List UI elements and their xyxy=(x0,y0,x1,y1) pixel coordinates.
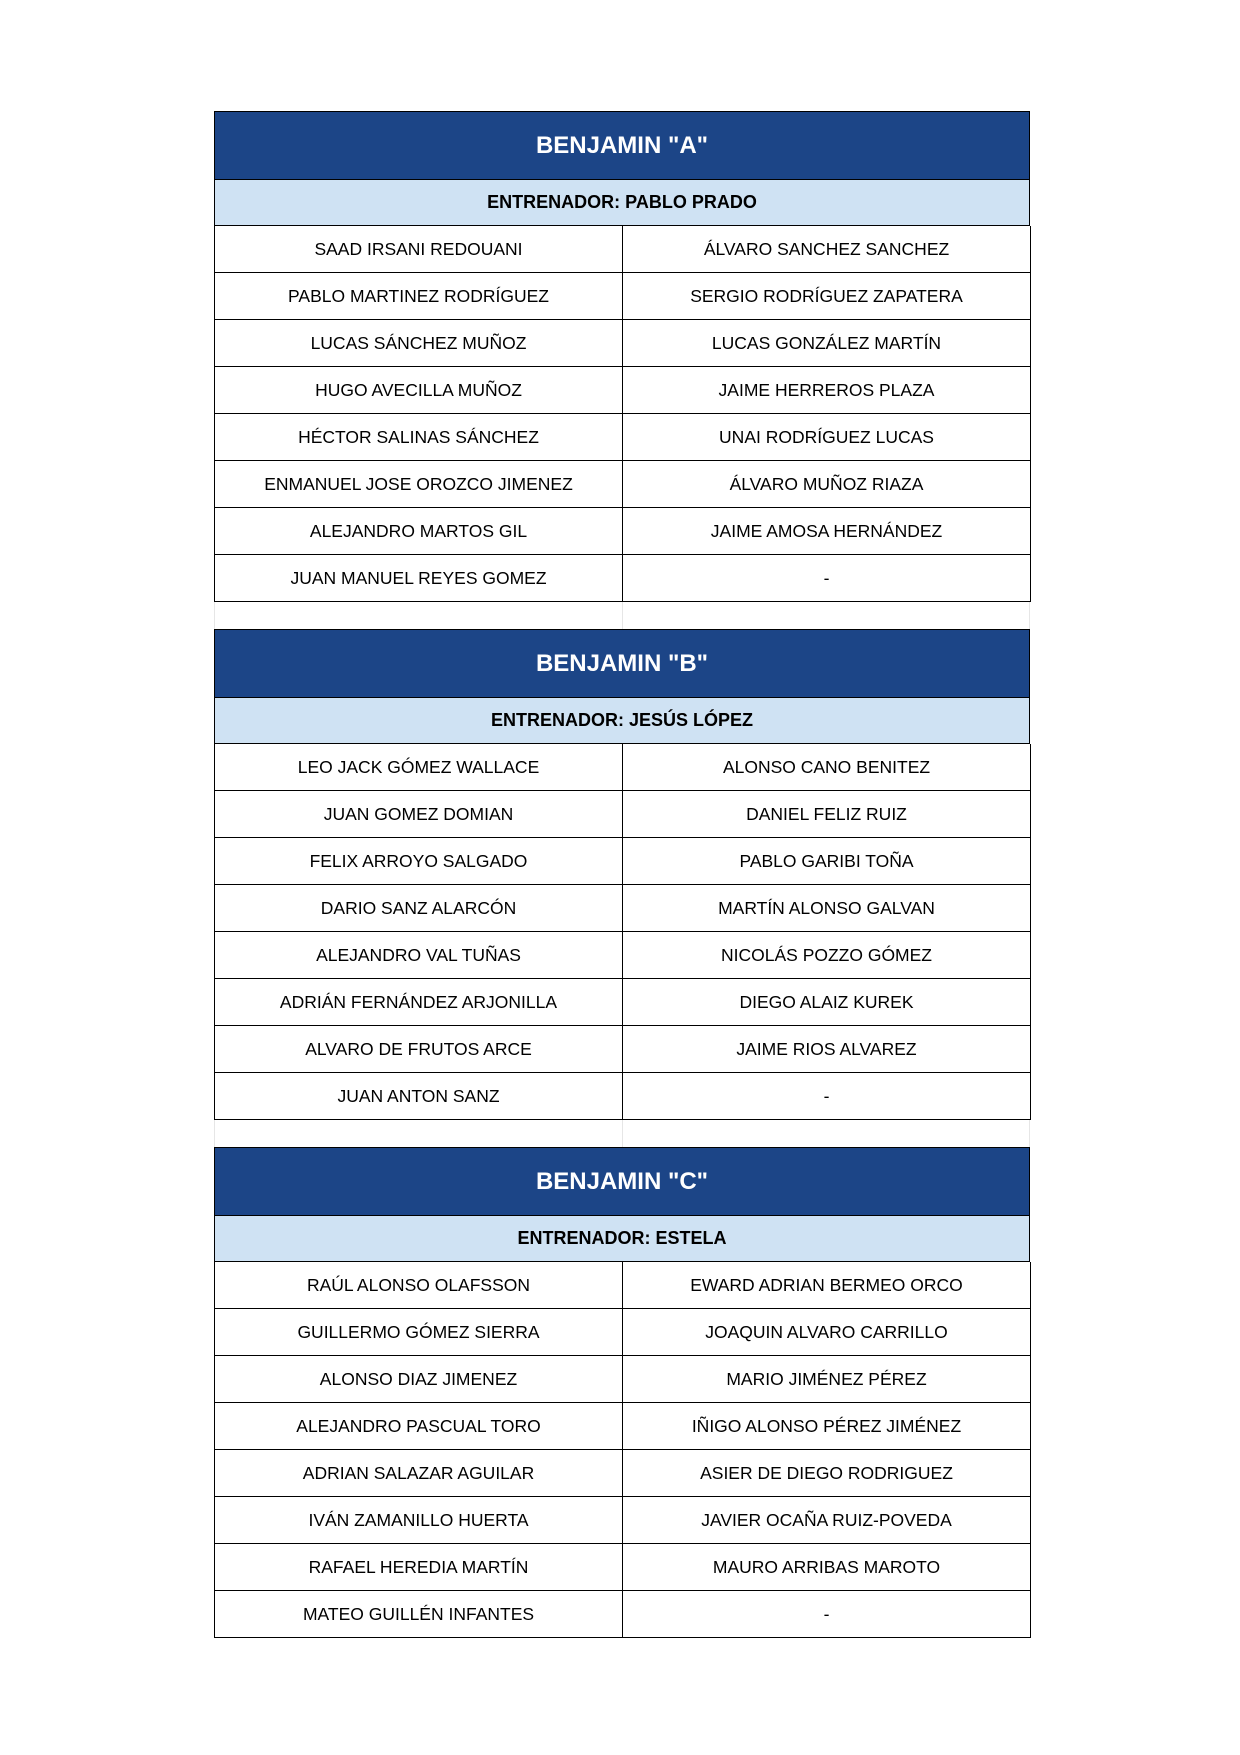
player-cell: ALVARO DE FRUTOS ARCE xyxy=(215,1026,623,1073)
player-cell: ALEJANDRO VAL TUÑAS xyxy=(215,932,623,979)
team-table-b xyxy=(214,629,1030,1120)
team-table-a xyxy=(214,111,1030,602)
player-cell: HUGO AVECILLA MUÑOZ xyxy=(215,367,623,414)
empty-cell: - xyxy=(623,1591,1031,1638)
table-spacer xyxy=(214,1120,1030,1147)
player-cell: DARIO SANZ ALARCÓN xyxy=(215,885,623,932)
player-cell: ASIER DE DIEGO RODRIGUEZ xyxy=(623,1450,1031,1497)
coach-label: ENTRENADOR: PABLO PRADO xyxy=(214,179,1030,226)
player-cell: SERGIO RODRÍGUEZ ZAPATERA xyxy=(623,273,1031,320)
player-cell: GUILLERMO GÓMEZ SIERRA xyxy=(215,1309,623,1356)
empty-cell: - xyxy=(623,555,1031,602)
player-cell: HÉCTOR SALINAS SÁNCHEZ xyxy=(215,414,623,461)
player-cell: MAURO ARRIBAS MAROTO xyxy=(623,1544,1031,1591)
empty-cell: - xyxy=(623,1073,1031,1120)
player-cell: SAAD IRSANI REDOUANI xyxy=(215,226,623,273)
player-cell: ADRIÁN FERNÁNDEZ ARJONILLA xyxy=(215,979,623,1026)
player-cell: RAFAEL HEREDIA MARTÍN xyxy=(215,1544,623,1591)
player-cell: JUAN MANUEL REYES GOMEZ xyxy=(215,555,623,602)
table-spacer xyxy=(214,602,1030,629)
player-cell: ALONSO CANO BENITEZ xyxy=(623,744,1031,791)
player-cell: LEO JACK GÓMEZ WALLACE xyxy=(215,744,623,791)
player-cell: IVÁN ZAMANILLO HUERTA xyxy=(215,1497,623,1544)
player-cell: JAIME RIOS ALVAREZ xyxy=(623,1026,1031,1073)
player-cell: ALEJANDRO MARTOS GIL xyxy=(215,508,623,555)
player-cell: MARTÍN ALONSO GALVAN xyxy=(623,885,1031,932)
player-cell: LUCAS GONZÁLEZ MARTÍN xyxy=(623,320,1031,367)
player-cell: DANIEL FELIZ RUIZ xyxy=(623,791,1031,838)
roster-sheet xyxy=(214,111,1030,1638)
player-cell: JOAQUIN ALVARO CARRILLO xyxy=(623,1309,1031,1356)
coach-label: ENTRENADOR: ESTELA xyxy=(214,1215,1030,1262)
player-cell: NICOLÁS POZZO GÓMEZ xyxy=(623,932,1031,979)
player-cell: PABLO MARTINEZ RODRÍGUEZ xyxy=(215,273,623,320)
player-grid xyxy=(214,226,1030,602)
player-cell: JAVIER OCAÑA RUIZ-POVEDA xyxy=(623,1497,1031,1544)
player-cell: JAIME HERREROS PLAZA xyxy=(623,367,1031,414)
player-cell: JUAN GOMEZ DOMIAN xyxy=(215,791,623,838)
team-title: BENJAMIN "C" xyxy=(214,1147,1030,1215)
coach-label: ENTRENADOR: JESÚS LÓPEZ xyxy=(214,697,1030,744)
team-title: BENJAMIN "B" xyxy=(214,629,1030,697)
player-cell: LUCAS SÁNCHEZ MUÑOZ xyxy=(215,320,623,367)
player-cell: RAÚL ALONSO OLAFSSON xyxy=(215,1262,623,1309)
player-cell: ALEJANDRO PASCUAL TORO xyxy=(215,1403,623,1450)
player-cell: JUAN ANTON SANZ xyxy=(215,1073,623,1120)
player-cell: JAIME AMOSA HERNÁNDEZ xyxy=(623,508,1031,555)
player-grid xyxy=(214,744,1030,1120)
player-cell: EWARD ADRIAN BERMEO ORCO xyxy=(623,1262,1031,1309)
team-table-c xyxy=(214,1147,1030,1638)
player-cell: MARIO JIMÉNEZ PÉREZ xyxy=(623,1356,1031,1403)
player-cell: ÁLVARO MUÑOZ RIAZA xyxy=(623,461,1031,508)
player-cell: ENMANUEL JOSE OROZCO JIMENEZ xyxy=(215,461,623,508)
player-cell: FELIX ARROYO SALGADO xyxy=(215,838,623,885)
team-title: BENJAMIN "A" xyxy=(214,111,1030,179)
player-cell: DIEGO ALAIZ KUREK xyxy=(623,979,1031,1026)
player-cell: MATEO GUILLÉN INFANTES xyxy=(215,1591,623,1638)
player-cell: ÁLVARO SANCHEZ SANCHEZ xyxy=(623,226,1031,273)
player-cell: ADRIAN SALAZAR AGUILAR xyxy=(215,1450,623,1497)
player-grid xyxy=(214,1262,1030,1638)
player-cell: ALONSO DIAZ JIMENEZ xyxy=(215,1356,623,1403)
player-cell: PABLO GARIBI TOÑA xyxy=(623,838,1031,885)
player-cell: IÑIGO ALONSO PÉREZ JIMÉNEZ xyxy=(623,1403,1031,1450)
player-cell: UNAI RODRÍGUEZ LUCAS xyxy=(623,414,1031,461)
